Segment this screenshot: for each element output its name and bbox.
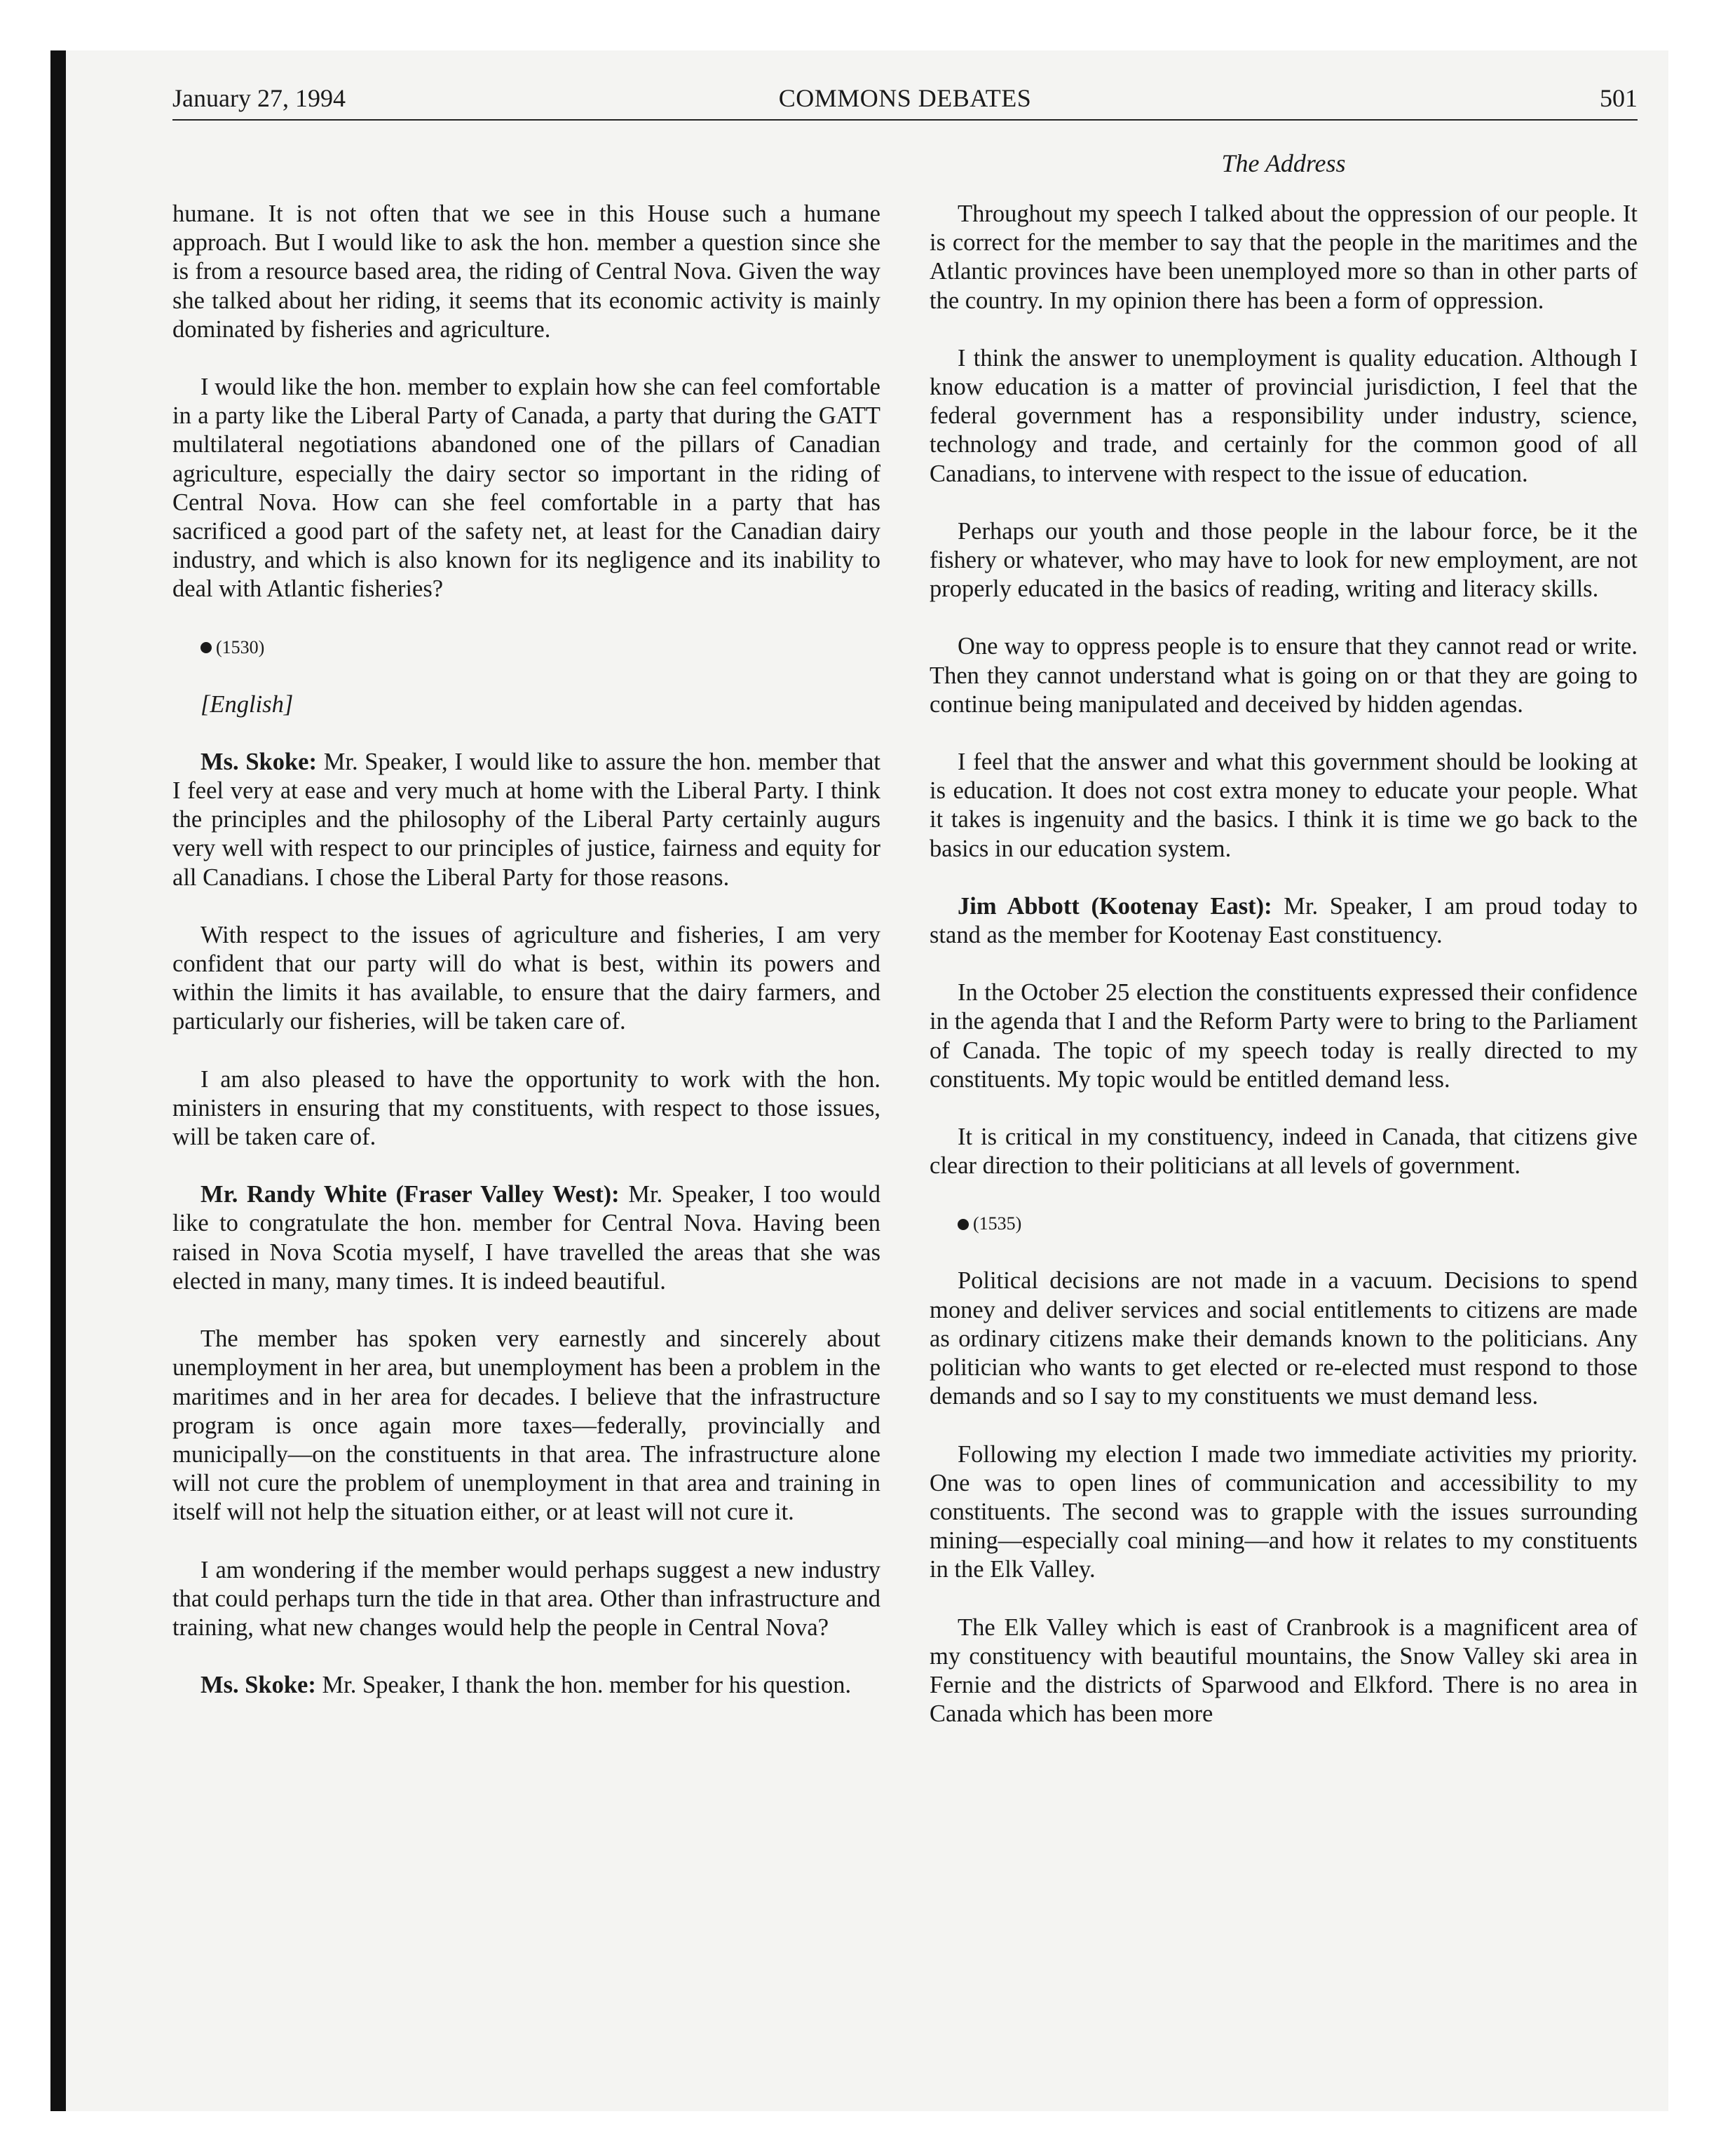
header-title: COMMONS DEBATES (778, 84, 1032, 112)
time-marker (172, 633, 880, 662)
running-head: The Address (1221, 149, 1346, 177)
paragraph: The Elk Valley which is east of Cranbrook is a magnificent area of my constituency with beautiful mountains, the Snow Valley ski area in Fernie and the districts of Sparwood and Elkford. There is no area in Canada which has been more (930, 1613, 1638, 1728)
paragraph: It is critical in my constituency, indeed in Canada, that citizens give clear direction to their politicians at all levels of government. (930, 1124, 1638, 1180)
paragraph (172, 748, 880, 892)
paragraph: Perhaps our youth and those people in the labour force, be it the fishery or whatever, who may have to look for new employment, are not properly educated in the basics of reading, writing and literacy skills. (930, 517, 1638, 603)
speech-text: Mr. Speaker, I thank the hon. member for his question. (322, 1672, 852, 1699)
speaker-name: Ms. Skoke: (200, 748, 317, 775)
speaker-name: Jim Abbott (Kootenay East): (958, 892, 1272, 920)
paragraph: In the October 25 election the constituents expressed their confidence in the agenda that I and the Reform Party were to bring to the Parliament of Canada. The topic of my speech today is really directed to my constituents. My topic would be entitled demand less. (930, 979, 1638, 1093)
paragraph: One way to oppress people is to ensure that they cannot read or write. Then they cannot understand what is going on or that they are going to continue being manipulated and deceived by hidden agendas. (930, 633, 1638, 718)
time-marker-text: (1535) (973, 1213, 1022, 1234)
scan-edge-shadow (50, 50, 66, 2111)
time-marker (930, 1209, 1638, 1238)
time-marker-text: (1530) (216, 636, 265, 657)
paragraph: humane. It is not often that we see in this House such a humane approach. But I would like to ask the hon. member a question since she is from a resource based area, the riding of Central Nova. Given the way she talked about her riding, it seems that its economic activity is mainly dominated by fisheries and agriculture. (172, 200, 880, 343)
paragraph (930, 892, 1638, 950)
paragraph: I feel that the answer and what this government should be looking at is education. It does not cost extra money to educate your people. What it takes is ingenuity and the basics. I think it is time we go back to the basics in our education system. (930, 749, 1638, 862)
page-header (172, 77, 1638, 119)
paragraph: Political decisions are not made in a vacuum. Decisions to spend money and deliver services and social entitlements to citizens are made as ordinary citizens make their demands known to the politicians. Any politician who wants to get elected or re-elected must respond to those demands and so I say to my constituents we must demand less. (930, 1267, 1638, 1410)
speaker-name: Ms. Skoke: (200, 1672, 316, 1699)
header-date: January 27, 1994 (172, 84, 346, 112)
bullet-icon (200, 642, 212, 653)
paragraph: Throughout my speech I talked about the oppression of our people. It is correct for the member to say that the people in the maritimes and the Atlantic provinces have been unemployed more so than in other parts of the country. In my opinion there has been a form of oppression. (930, 200, 1638, 314)
paragraph: The member has spoken very earnestly and sincerely about unemployment in her area, but unemployment has been a problem in the maritimes and in her area for decades. I believe that the infrastructure program is once again more taxes—federally, provincially and municipally—on the constituents in that area. The infrastructure alone will not cure the problem of unemployment in that area and training in itself will not help the situation either, or at least will not cure it. (172, 1325, 880, 1526)
paragraph: I am also pleased to have the opportunity to work with the hon. ministers in ensuring that my constituents, with respect to those issues, will be taken care of. (172, 1065, 880, 1151)
speech-text: Mr. Speaker, I would like to assure the hon. member that I feel very at ease and very much at home with the Liberal Party. I think the principles and the philosophy of the Liberal Party certainly augurs very well with respect to our principles of justice, fairness and equity for all Canadians. I chose the Liberal Party for those reasons. (172, 748, 880, 891)
speech-text: Mr. Speaker, I am proud today to stand as the member for Kootenay East constituency. (930, 892, 1638, 949)
language-note: [English] (200, 690, 294, 718)
paragraph (172, 1180, 880, 1296)
page-number: 501 (1600, 84, 1638, 112)
paragraph: I am wondering if the member would perhaps suggest a new industry that could perhaps turn the tide in that area. Other than infrastructure and training, what new changes would help the people in Central Nova? (172, 1556, 880, 1641)
bullet-icon (958, 1219, 969, 1230)
paragraph: I would like the hon. member to explain how she can feel comfortable in a party like the Liberal Party of Canada, a party that during the GATT multilateral negotiations abandoned one of the pillars of Canadian agriculture, especially the dairy sector so important in the riding of Central Nova. How can she feel comfortable in a party that has sacrificed a good part of the safety net, at least for the Canadian dairy industry, and which is also known for its negligence and its inability to deal with Atlantic fisheries? (172, 374, 880, 603)
header-rule (172, 119, 1638, 121)
speech-text: Mr. Speaker, I too would like to congratulate the hon. member for Central Nova. Having been raised in Nova Scotia myself, I have travelled the areas that she was elected in many, many times. It is indeed beautiful. (172, 1181, 880, 1295)
paragraph (172, 1671, 880, 1700)
right-column (930, 200, 1638, 1757)
paragraph: With respect to the issues of agriculture and fisheries, I am very confident that our party will do what is best, within its powers and within the limits it has available, to ensure that the dairy farmers, and particularly our fisheries, will be taken care of. (172, 921, 880, 1035)
paragraph: I think the answer to unemployment is quality education. Although I know education is a matter of provincial jurisdiction, I feel that the federal government has a responsibility under industry, science, technology and trade, and certainly for the common good of all Canadians, to intervene with respect to the issue of education. (930, 344, 1638, 487)
speaker-name: Mr. Randy White (Fraser Valley West): (200, 1181, 620, 1208)
left-column (172, 200, 880, 1728)
paragraph: Following my election I made two immediate activities my priority. One was to open lines of communication and accessibility to my constituents. The second was to grapple with the issues surrounding mining—especially coal mining—and how it relates to my constituents in the Elk Valley. (930, 1440, 1638, 1583)
